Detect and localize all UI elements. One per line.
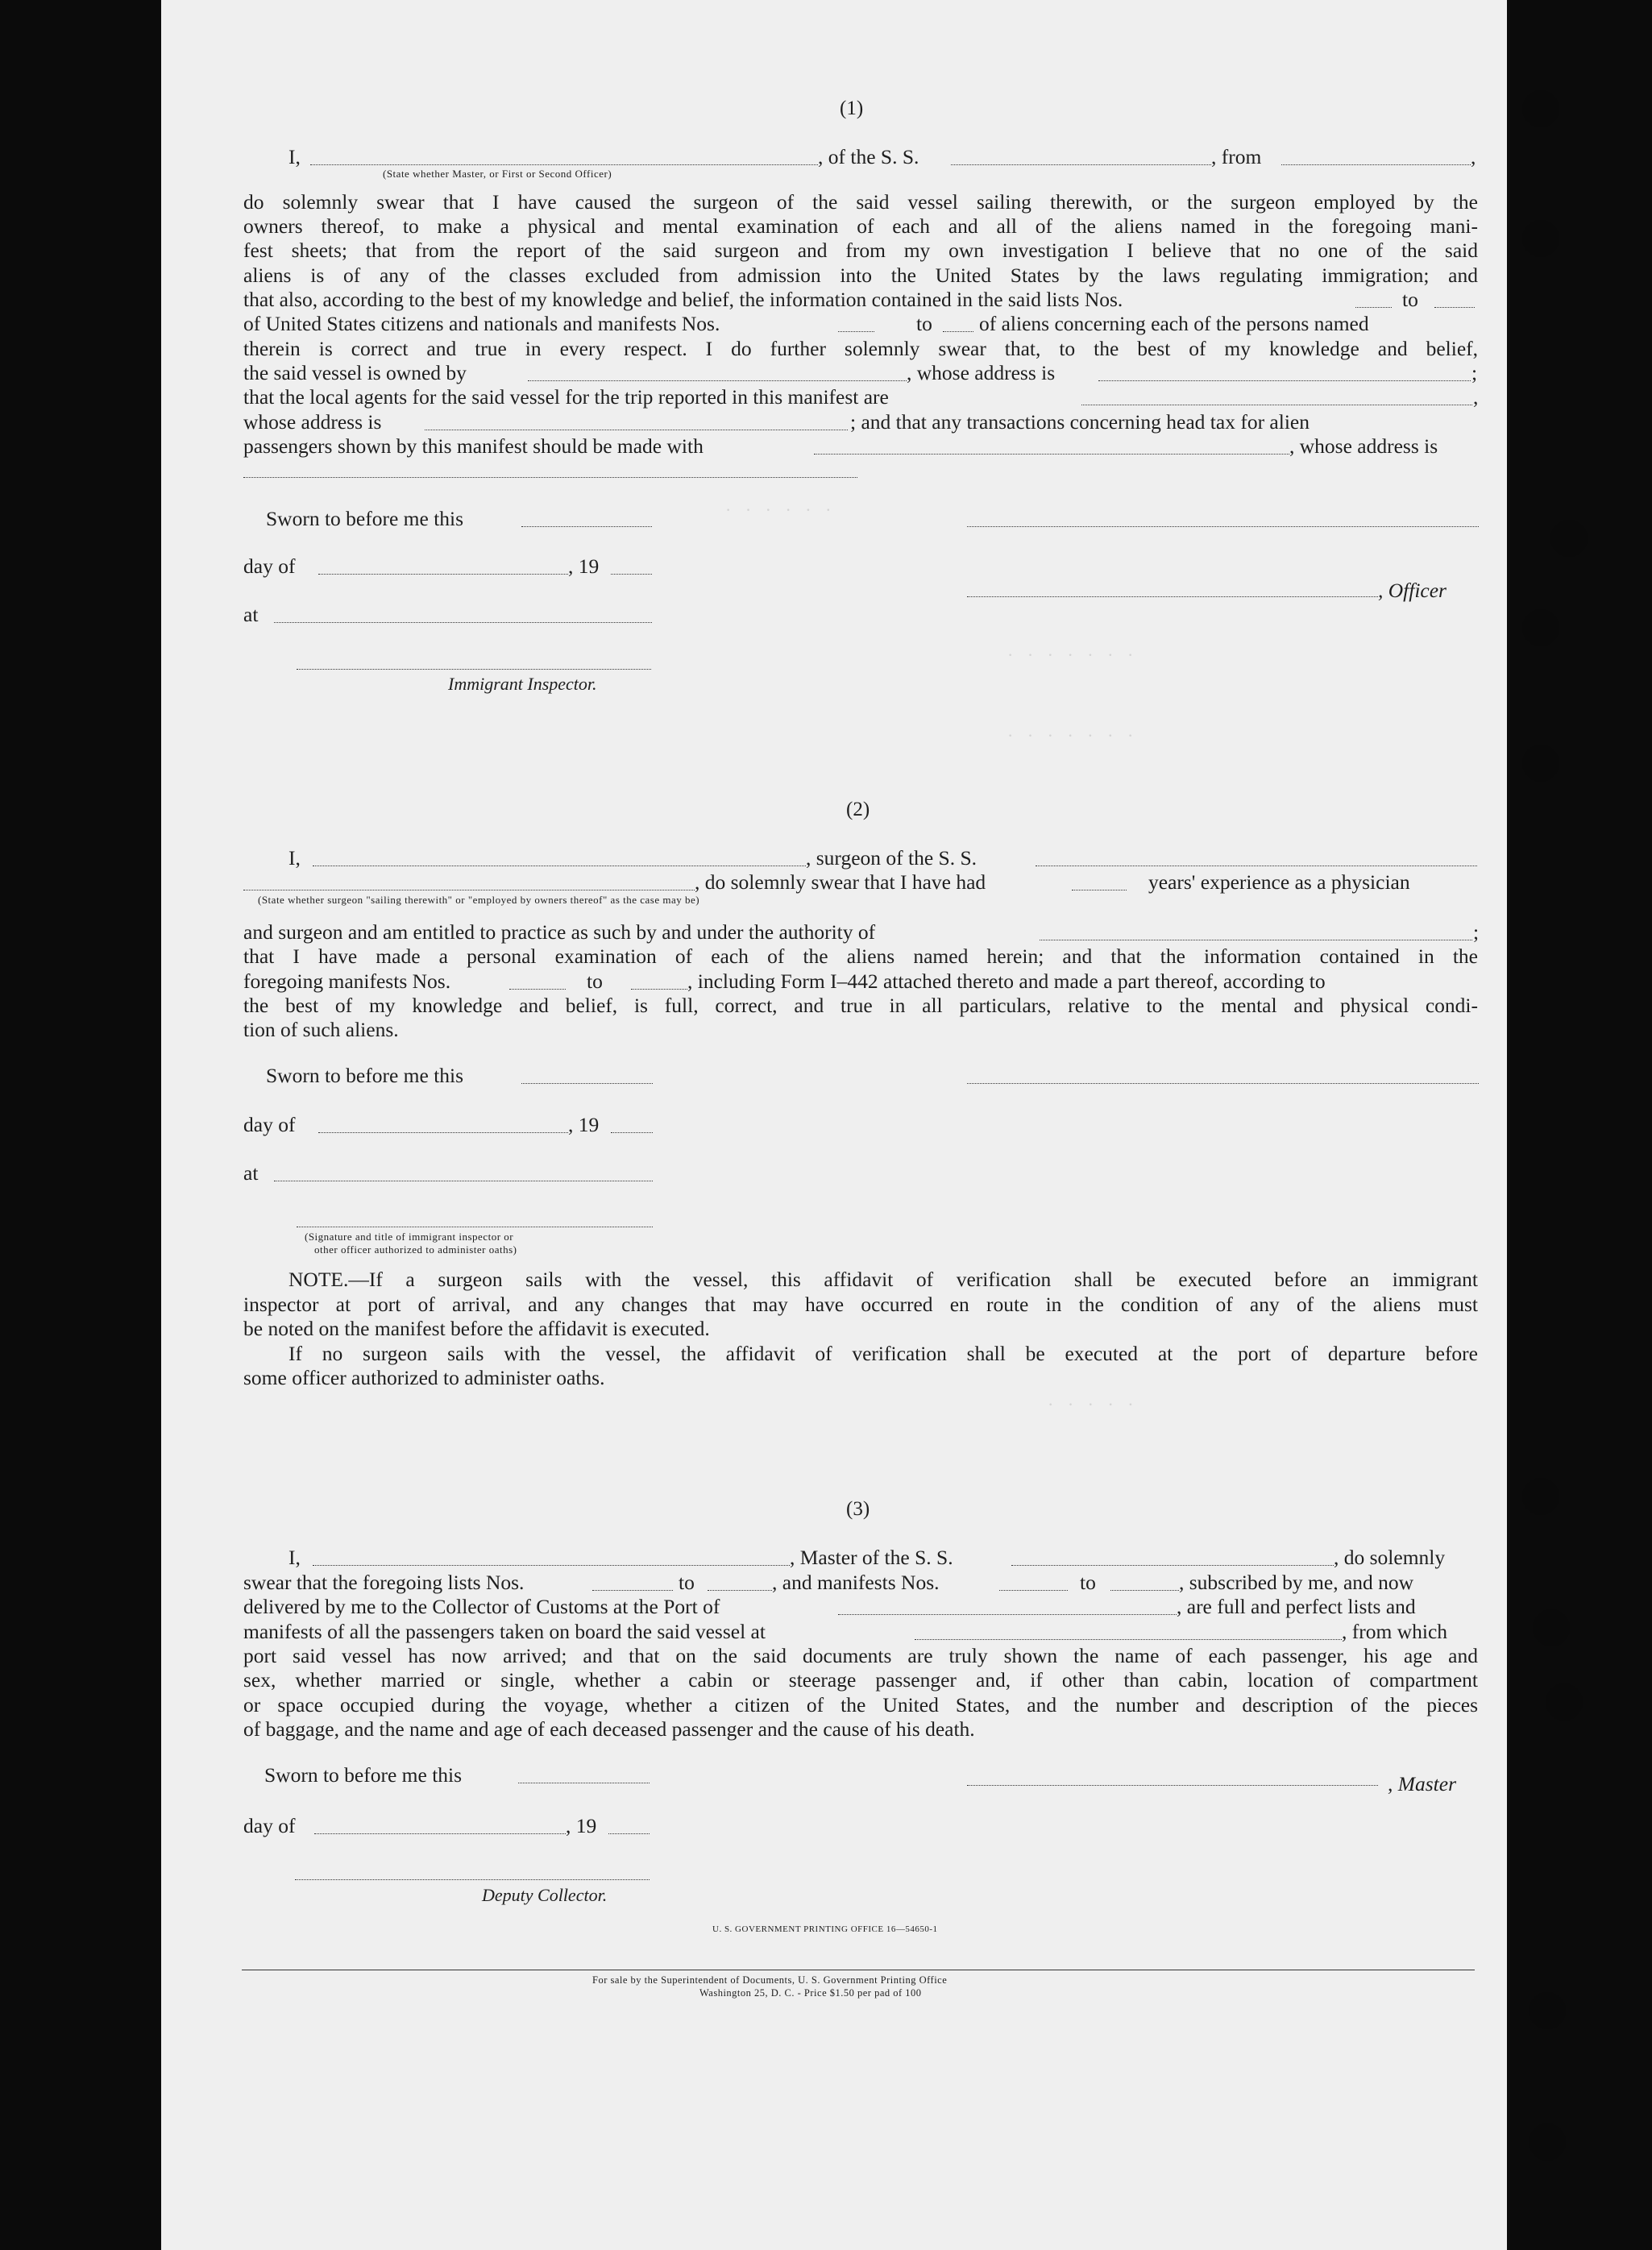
section-3-i: I, xyxy=(288,1546,301,1569)
to-label: to xyxy=(679,1571,695,1594)
punch-hole xyxy=(1522,1478,1559,1515)
section-3-number: (3) xyxy=(846,1498,870,1520)
year-label: , 19 xyxy=(568,554,600,578)
full-perfect-text: , are full and perfect lists and xyxy=(1177,1595,1416,1618)
boarding-port-line xyxy=(915,1639,1342,1640)
oath-text-line: owners thereof, to make a physical and mental examination of each and all of the aliens named in the foregoing mani- xyxy=(243,214,1478,238)
day-of-label: day of xyxy=(243,1814,296,1837)
and-manifests-text: , and manifests Nos. xyxy=(772,1571,940,1594)
year-label: , 19 xyxy=(566,1814,597,1837)
list-to-line xyxy=(1434,307,1475,308)
bleed-through-marks: · · · · · xyxy=(1048,1394,1139,1414)
month-line xyxy=(314,1833,566,1834)
punch-hole xyxy=(1533,1609,1570,1646)
collector-label: Deputy Collector. xyxy=(482,1885,608,1905)
manifest-from-line xyxy=(999,1590,1068,1591)
swear-experience-text: , do solemnly swear that I have had xyxy=(695,870,986,894)
sworn-day-line xyxy=(521,526,652,527)
collector-signature-line xyxy=(295,1879,650,1880)
officer-signature-line xyxy=(967,526,1479,527)
from-label: , from xyxy=(1211,145,1262,168)
at-place-line xyxy=(274,622,652,623)
year-label: , 19 xyxy=(568,1113,600,1136)
note-text: If no surgeon sails with the vessel, the affidavit of verification shall be executed at the port of departure before xyxy=(288,1342,1478,1365)
manifest-to-line xyxy=(1110,1590,1179,1591)
head-tax-address-line xyxy=(243,477,857,478)
whose-address-label: , whose address is xyxy=(1289,434,1438,458)
master-text-line: or space occupied during the voyage, whether a citizen of the United States, and the number and description of the pieces xyxy=(243,1693,1478,1717)
list-from-line xyxy=(1355,307,1392,308)
section-2-i: I, xyxy=(288,846,301,870)
manifest-to-line xyxy=(631,989,687,990)
punch-hole xyxy=(1522,745,1559,782)
owner-address-line xyxy=(1098,380,1471,381)
master-text-line: port said vessel has now arrived; and that on the said documents are truly shown the name of each passenger, his age and xyxy=(243,1644,1478,1667)
oath-text-line: that the local agents for the said vessel for the trip reported in this manifest are xyxy=(243,385,889,409)
officer-title-line xyxy=(967,596,1378,597)
oath-text-line: therein is correct and true in every respect. I do further solemnly swear that, to the best of my knowledge and belief, xyxy=(243,337,1478,360)
master-text-line: manifests of all the passengers taken on board the said vessel at xyxy=(243,1620,766,1643)
inspector-signature-line xyxy=(297,669,651,670)
head-tax-party-line xyxy=(814,454,1289,455)
head-tax-text: ; and that any transactions concerning head tax for alien xyxy=(850,410,1310,434)
sworn-day-line xyxy=(521,1083,653,1084)
officer-label: , Officer xyxy=(1378,579,1447,602)
aliens-named-text: of aliens concerning each of the persons named xyxy=(979,312,1369,335)
master-vessel-line xyxy=(1011,1565,1334,1566)
day-of-label: day of xyxy=(243,1113,296,1136)
surgeon-status-hint: (State whether surgeon "sailing therewith" or "employed by owners thereof" as the case may be) xyxy=(258,894,700,906)
day-of-label: day of xyxy=(243,554,296,578)
officer-title-hint: (State whether Master, or First or Second Officer) xyxy=(383,168,612,180)
master-label: , Master xyxy=(1388,1772,1456,1795)
signature-hint: other officer authorized to administer oaths) xyxy=(314,1243,517,1256)
bleed-through-marks: · · · · · · · xyxy=(1007,725,1139,745)
year-line xyxy=(611,574,652,575)
to-label: to xyxy=(1080,1571,1096,1594)
officer-name-line xyxy=(310,164,818,165)
surgeon-text-line: tion of such aliens. xyxy=(243,1018,399,1041)
master-text-line: swear that the foregoing lists Nos. xyxy=(243,1571,525,1594)
bleed-through-marks: · · · · · · xyxy=(725,500,836,520)
oath-text-line: passengers shown by this manifest should be made with xyxy=(243,434,704,458)
year-line xyxy=(608,1833,650,1834)
do-solemnly-text: , do solemnly xyxy=(1334,1546,1446,1569)
list-from-line xyxy=(592,1590,673,1591)
master-signature-line xyxy=(967,1785,1378,1786)
opening-comma: , xyxy=(1471,145,1476,168)
oath-text-line: aliens is of any of the classes excluded from admission into the United States by the laws regulating immigration; and xyxy=(243,264,1478,287)
surgeon-signature-line xyxy=(967,1083,1479,1084)
punch-hole xyxy=(1522,220,1559,257)
master-text-line: of baggage, and the name and age of each deceased passenger and the cause of his death. xyxy=(243,1717,975,1741)
oath-text-line: that also, according to the best of my knowledge and belief, the information contained in the said lists Nos. xyxy=(243,288,1123,311)
manifest-from-line xyxy=(838,331,874,332)
surgeon-of-label: , surgeon of the S. S. xyxy=(806,846,978,870)
at-label: at xyxy=(243,603,259,626)
port-line xyxy=(838,1614,1177,1615)
comma: , xyxy=(1473,385,1479,409)
inspector-label: Immigrant Inspector. xyxy=(448,674,597,694)
master-name-line xyxy=(313,1565,790,1566)
master-text-line: delivered by me to the Collector of Customs at the Port of xyxy=(243,1595,720,1618)
surgeon-text-line: the best of my knowledge and belief, is full, correct, and true in all particulars, relative to the mental and physical condi- xyxy=(243,994,1478,1017)
from-which-text: , from which xyxy=(1342,1620,1448,1643)
note-text: inspector at port of arrival, and any changes that may have occurred en route in the condition of any of the aliens must xyxy=(243,1293,1478,1316)
sworn-label: Sworn to before me this xyxy=(266,1064,464,1087)
oath-text-line: of United States citizens and nationals and manifests Nos. xyxy=(243,312,720,335)
sale-notice: Washington 25, D. C. - Price $1.50 per pad of 100 xyxy=(699,1987,922,1999)
year-line xyxy=(611,1132,653,1133)
signature-hint: (Signature and title of immigrant inspector or xyxy=(305,1231,514,1243)
to-label: to xyxy=(916,312,932,335)
note-text: some officer authorized to administer oaths. xyxy=(243,1366,605,1389)
oath-text-line: the said vessel is owned by xyxy=(243,361,467,384)
gpo-imprint: U. S. GOVERNMENT PRINTING OFFICE 16—54650-1 xyxy=(712,1924,938,1934)
punch-hole xyxy=(1550,520,1588,557)
from-port-line xyxy=(1281,164,1471,165)
including-text: , including Form I–442 attached thereto and made a part thereof, according to xyxy=(687,969,1326,993)
vessel-name-line xyxy=(951,164,1211,165)
semicolon: ; xyxy=(1471,361,1478,384)
list-to-line xyxy=(708,1590,772,1591)
surgeon-text-line: that I have made a personal examination of each of the aliens named herein; and that the information contained in the xyxy=(243,944,1478,968)
punch-hole xyxy=(1522,609,1559,646)
punch-hole xyxy=(1529,2123,1566,2161)
master-text-line: sex, whether married or single, whether a cabin or steerage passenger and, if other than cabin, location of compartment xyxy=(243,1668,1478,1692)
surgeon-text-line: and surgeon and am entitled to practice as such by and under the authority of xyxy=(243,920,876,944)
subscribed-text: , subscribed by me, and now xyxy=(1179,1571,1414,1594)
sworn-label: Sworn to before me this xyxy=(266,507,464,530)
section-1-i: I, xyxy=(288,145,301,168)
surgeon-text-line: foregoing manifests Nos. xyxy=(243,969,451,993)
punch-hole xyxy=(1522,90,1559,127)
note-text: be noted on the manifest before the affidavit is executed. xyxy=(243,1317,710,1340)
to-label: to xyxy=(1402,288,1418,311)
punch-hole xyxy=(1529,1992,1566,2029)
manifest-to-line xyxy=(943,331,973,332)
oath-text-line: whose address is xyxy=(243,410,382,434)
bleed-through-marks: · · · · · · · xyxy=(1007,645,1139,665)
month-line xyxy=(318,574,568,575)
sworn-label: Sworn to before me this xyxy=(264,1763,463,1787)
sale-notice: For sale by the Superintendent of Documents, U. S. Government Printing Office xyxy=(592,1974,948,1986)
section-2-number: (2) xyxy=(846,799,870,820)
month-line xyxy=(318,1132,568,1133)
whose-address-label: , whose address is xyxy=(907,361,1056,384)
punch-hole xyxy=(1546,1683,1583,1721)
manifest-from-line xyxy=(509,989,566,990)
owner-line xyxy=(528,380,907,381)
oath-text-line: fest sheets; that from the report of the said surgeon and from my own investigation I believe that no one of the said xyxy=(243,239,1478,262)
semicolon: ; xyxy=(1473,920,1480,944)
section-1-number: (1) xyxy=(840,98,864,119)
master-of-label: , Master of the S. S. xyxy=(790,1546,953,1569)
oath-text-line: do solemnly swear that I have caused the surgeon of the said vessel sailing therewith, or the surgeon employed by the xyxy=(243,190,1478,214)
to-label: to xyxy=(587,969,603,993)
at-label: at xyxy=(243,1161,259,1185)
years-physician-text: years' experience as a physician xyxy=(1148,870,1410,894)
note-text: NOTE.—If a surgeon sails with the vessel, this affidavit of verification shall be executed before an immigrant xyxy=(288,1268,1478,1291)
of-ss-label: , of the S. S. xyxy=(818,145,919,168)
